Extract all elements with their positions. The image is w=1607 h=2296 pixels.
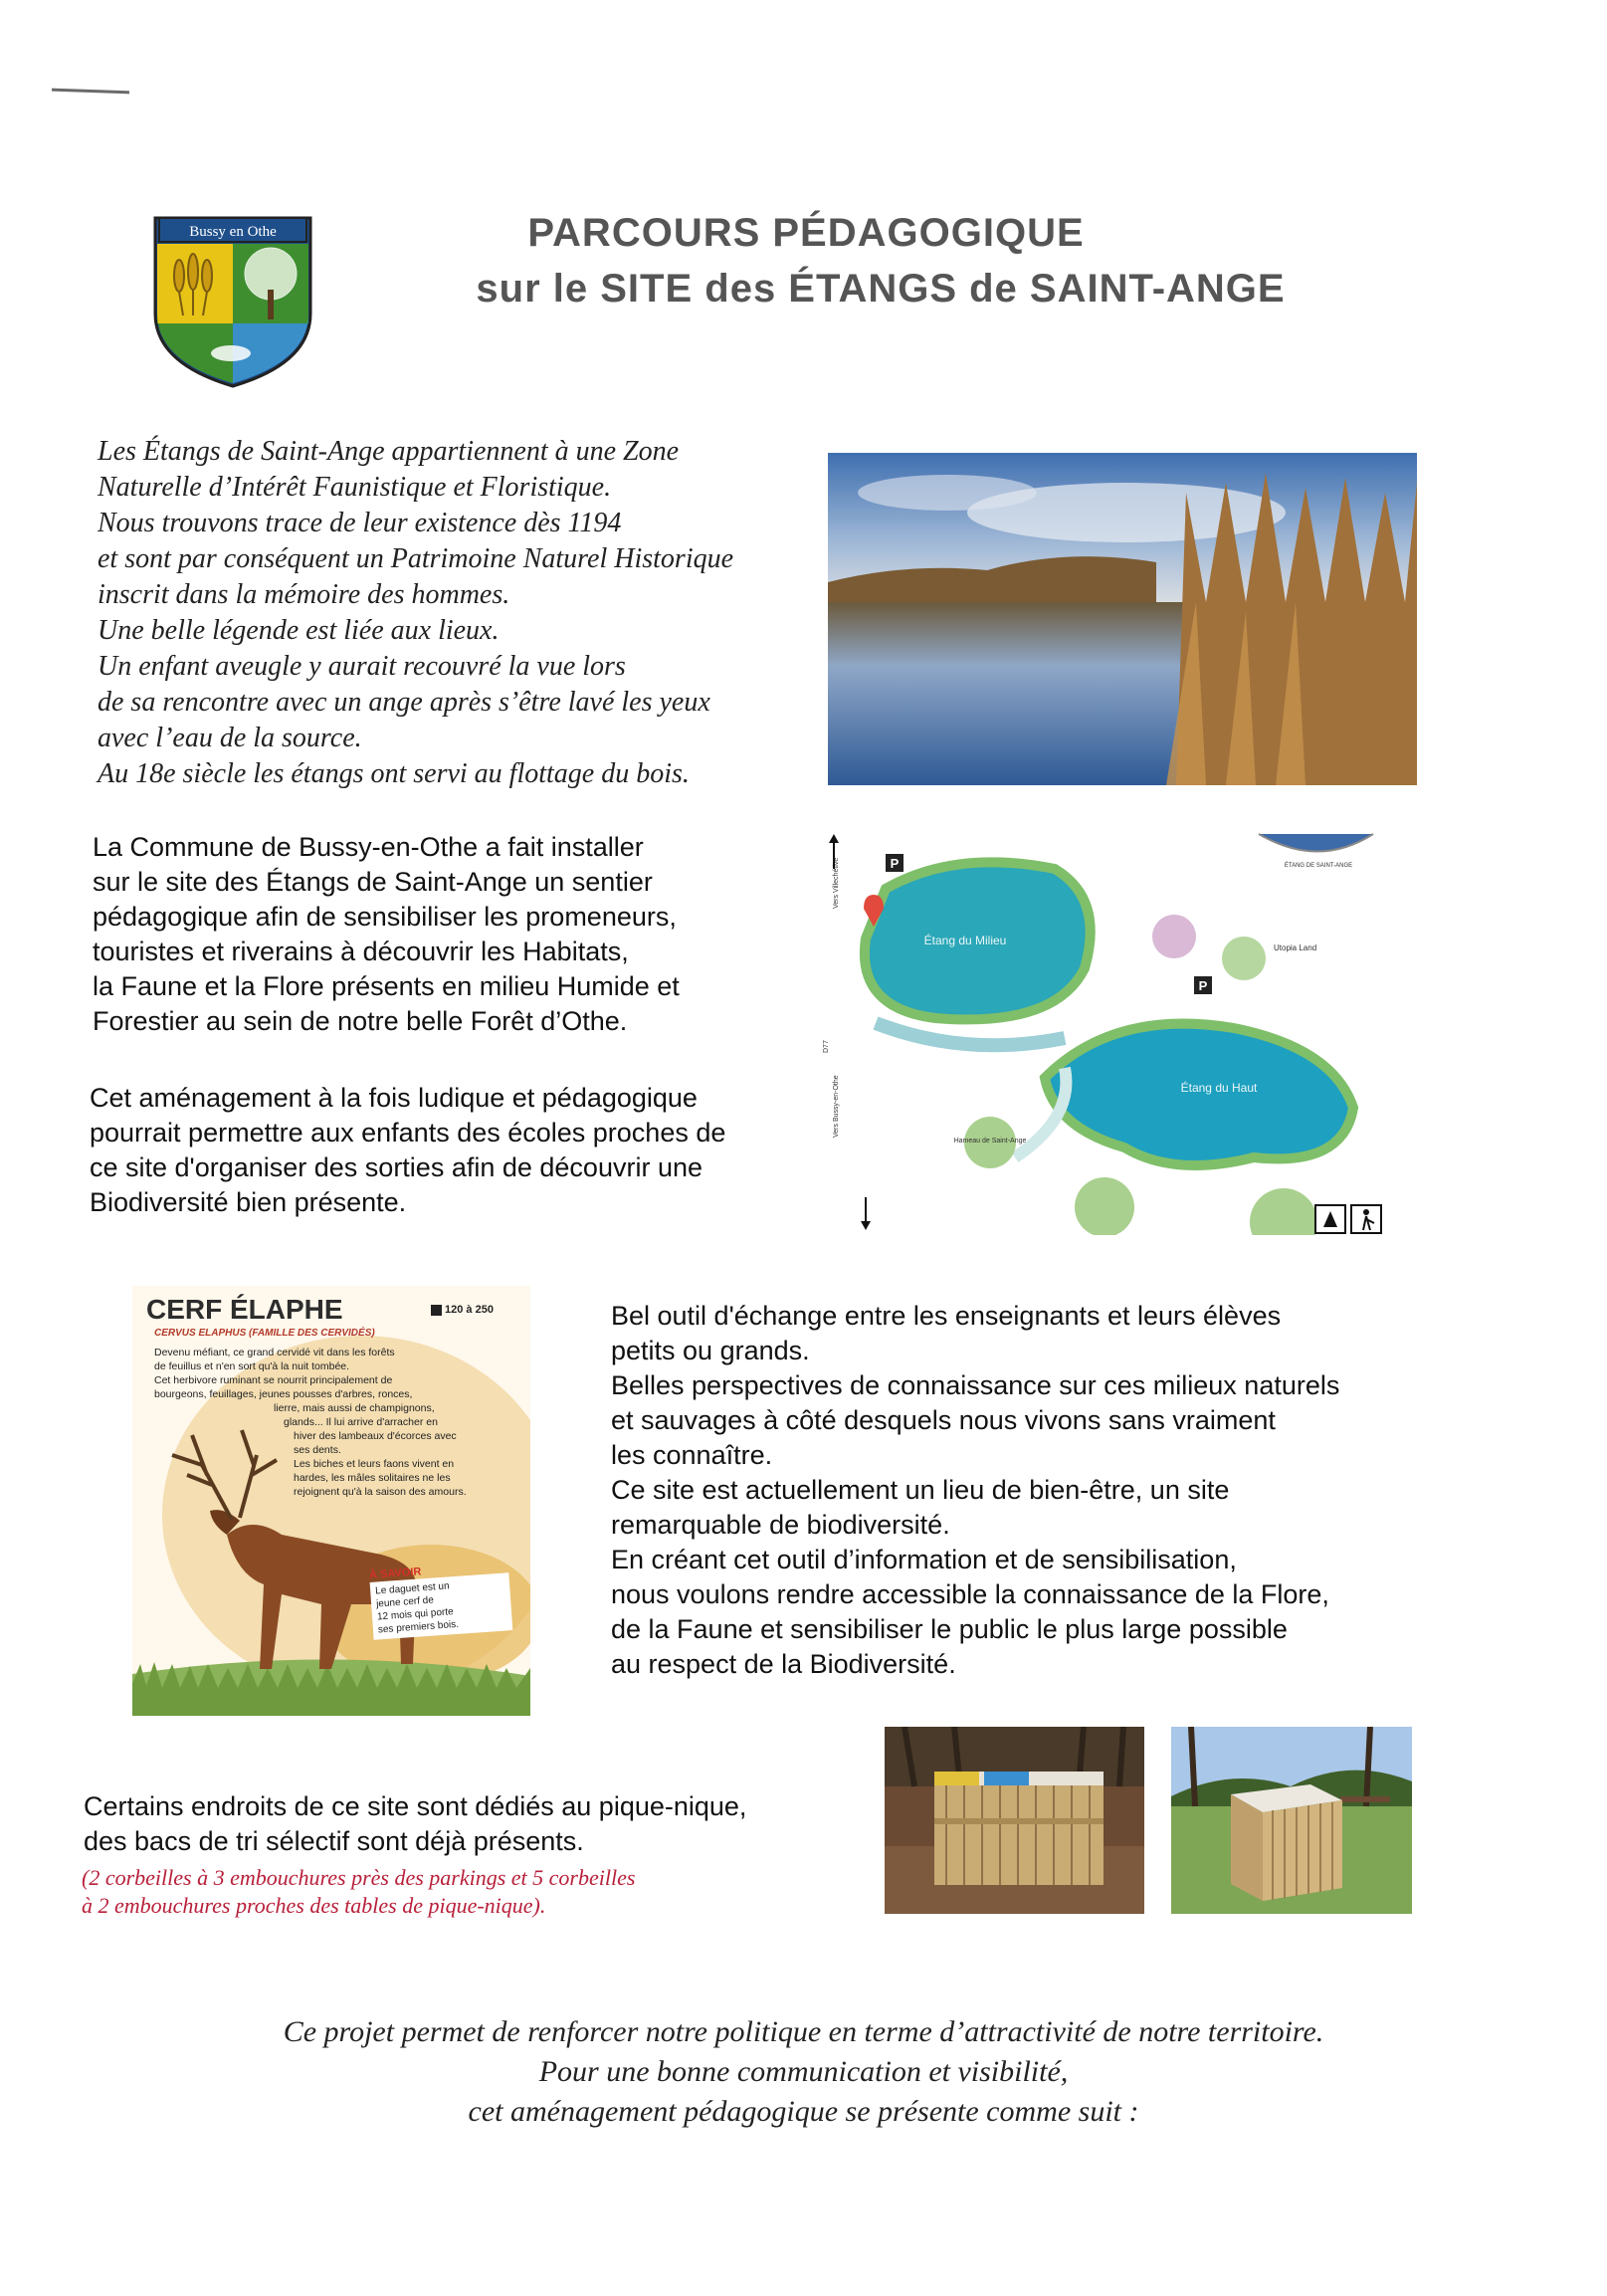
commune-line: sur le site des Étangs de Saint-Ange un sentier — [93, 867, 653, 897]
intro-line: Nous trouvons trace de leur existence dès 1194 — [98, 508, 622, 538]
poster-text-line: ses dents. — [294, 1444, 341, 1456]
poster-latin: CERVUS ELAPHUS (FAMILLE DES CERVIDÉS) — [154, 1328, 375, 1339]
scan-mark — [52, 89, 129, 95]
pique-note-line: à 2 embouchures proches des tables de pique-nique). — [82, 1893, 546, 1918]
outil-line: nous voulons rendre accessible la connaissance de la Flore, — [611, 1579, 1329, 1609]
amenagement-paragraph — [90, 1081, 806, 1220]
sorting-bin-photo-1 — [885, 1727, 1144, 1914]
pique-line: des bacs de tri sélectif sont déjà présents. — [84, 1826, 584, 1856]
closing-line: Ce projet permet de renforcer notre politique en terme d’attractivité de notre territoire. — [283, 2015, 1324, 2048]
poster-text-line: hiver des lambeaux d'écorces avec — [294, 1430, 457, 1442]
intro-line: Une belle légende est liée aux lieux. — [98, 615, 500, 646]
outil-line: les connaître. — [611, 1440, 773, 1470]
map-label-etang-haut: Étang du Haut — [1180, 1081, 1258, 1095]
poster-weight — [431, 1304, 494, 1316]
commune-line: La Commune de Bussy-en-Othe a fait installer — [93, 832, 644, 862]
crest-banner-text: Bussy en Othe — [189, 224, 277, 240]
poster-text — [154, 1346, 512, 1499]
poster-text-line: de feuillus et n'en sort qu'à la nuit tombée. — [154, 1360, 350, 1372]
poster-title: CERF ÉLAPHE — [146, 1294, 343, 1325]
commune-line: pédagogique afin de sensibiliser les promeneurs, — [93, 902, 677, 932]
intro-line: de sa rencontre avec un ange après s’être lavé les yeux — [98, 687, 710, 718]
a-savoir-line: ses premiers bois. — [377, 1618, 460, 1636]
intro-line: Un enfant aveugle y aurait recouvré la vue lors — [98, 651, 626, 682]
a-savoir-box — [369, 1560, 513, 1640]
amenagement-line: pourrait permettre aux enfants des écoles proches de — [90, 1118, 726, 1148]
weight-icon — [431, 1305, 442, 1316]
poster-weight-value: 120 à 250 — [445, 1304, 494, 1316]
closing-paragraph — [60, 2012, 1547, 2132]
intro-line: Au 18e siècle les étangs ont servi au flottage du bois. — [98, 758, 690, 789]
closing-line: cet aménagement pédagogique se présente comme suit : — [468, 2095, 1139, 2128]
outil-line: au respect de la Biodiversité. — [611, 1649, 956, 1679]
map-label-corner: ÉTANG DE SAINT-ANGE — [1284, 863, 1353, 869]
intro-line: inscrit dans la mémoire des hommes. — [98, 579, 510, 610]
closing-line: Pour une bonne communication et visibilité, — [538, 2055, 1069, 2088]
map-parking-label: P — [1198, 978, 1208, 993]
intro-line: Naturelle d’Intérêt Faunistique et Floristique. — [98, 472, 612, 503]
outil-paragraph — [611, 1299, 1407, 1682]
map-label-road-left: Vers Bussy-en-Othe — [833, 1075, 840, 1138]
outil-line: En créant cet outil d’information et de sensibilisation, — [611, 1545, 1237, 1574]
intro-line: avec l’eau de la source. — [98, 723, 362, 753]
poster-text-line: Les biches et leurs faons vivent en — [294, 1458, 455, 1470]
page-title-line2: sur le SITE des ÉTANGS de SAINT-ANGE — [476, 267, 1286, 311]
map-label-hameau: Hameau de Saint-Ange — [953, 1138, 1027, 1145]
pique-nique-note — [82, 1864, 798, 1920]
poster-text-line: bourgeons, feuillages, jeunes pousses d'arbres, ronces, — [154, 1388, 413, 1400]
a-savoir-title: À SAVOIR — [368, 1565, 422, 1581]
pique-line: Certains endroits de ce site sont dédiés au pique-nique, — [84, 1791, 747, 1821]
page-title-line1: PARCOURS PÉDAGOGIQUE — [527, 211, 1085, 255]
amenagement-line: ce site d'organiser des sorties afin de découvrir une — [90, 1152, 703, 1182]
pique-note-line: (2 corbeilles à 3 embouchures près des parkings et 5 corbeilles — [82, 1865, 636, 1890]
intro-line: et sont par conséquent un Patrimoine Naturel Historique — [98, 543, 734, 574]
poster-text-line: Devenu méfiant, ce grand cervidé vit dans les forêts — [154, 1347, 395, 1358]
outil-line: de la Faune et sensibiliser le public le plus large possible — [611, 1614, 1288, 1644]
site-map — [816, 829, 1397, 1235]
outil-line: et sauvages à côté desquels nous vivons sans vraiment — [611, 1405, 1276, 1435]
amenagement-line: Biodiversité bien présente. — [90, 1187, 407, 1217]
map-parking-label: P — [890, 856, 900, 871]
outil-line: Belles perspectives de connaissance sur ces milieux naturels — [611, 1370, 1340, 1400]
outil-line: Bel outil d'échange entre les enseignants et leurs élèves — [611, 1301, 1282, 1331]
poster-text-line: Cet herbivore ruminant se nourrit principalement de — [154, 1374, 393, 1386]
poster-text-line: hardes, les mâles solitaires ne les — [294, 1472, 451, 1484]
intro-line: Les Étangs de Saint-Ange appartiennent à une Zone — [98, 436, 680, 467]
commune-line: touristes et riverains à découvrir les Habitats, — [93, 937, 629, 966]
commune-line: Forestier au sein de notre belle Forêt d’Othe. — [93, 1006, 628, 1036]
a-savoir-line: 12 mois qui porte — [376, 1606, 454, 1623]
a-savoir-line: Le daguet est un — [374, 1580, 450, 1597]
map-label-etang-milieu: Étang du Milieu — [923, 934, 1007, 947]
cerf-elaphe-poster — [132, 1286, 530, 1716]
pond-photo — [828, 453, 1417, 785]
pique-nique-paragraph — [84, 1789, 820, 1859]
intro-paragraph — [98, 434, 834, 792]
commune-paragraph — [93, 830, 809, 1039]
sorting-bin-photo-2 — [1171, 1727, 1412, 1914]
a-savoir-line: jeune cerf de — [375, 1594, 435, 1610]
commune-line: la Faune et la Flore présents en milieu Humide et — [93, 971, 680, 1001]
poster-text-line: rejoignent qu'à la saison des amours. — [294, 1486, 467, 1498]
bussy-en-othe-crest — [149, 204, 316, 388]
outil-line: petits ou grands. — [611, 1336, 810, 1365]
map-label-d77: D77 — [823, 1040, 830, 1053]
map-label-road-top: Vers Villechétive — [833, 857, 840, 909]
amenagement-line: Cet aménagement à la fois ludique et pédagogique — [90, 1083, 698, 1113]
map-label-utopia: Utopia Land — [1274, 943, 1317, 952]
outil-line: Ce site est actuellement un lieu de bien-être, un site — [611, 1475, 1230, 1505]
poster-text-line: glands... Il lui arrive d'arracher en — [284, 1416, 438, 1428]
poster-text-line: lierre, mais aussi de champignons, — [274, 1402, 435, 1414]
outil-line: remarquable de biodiversité. — [611, 1510, 950, 1540]
